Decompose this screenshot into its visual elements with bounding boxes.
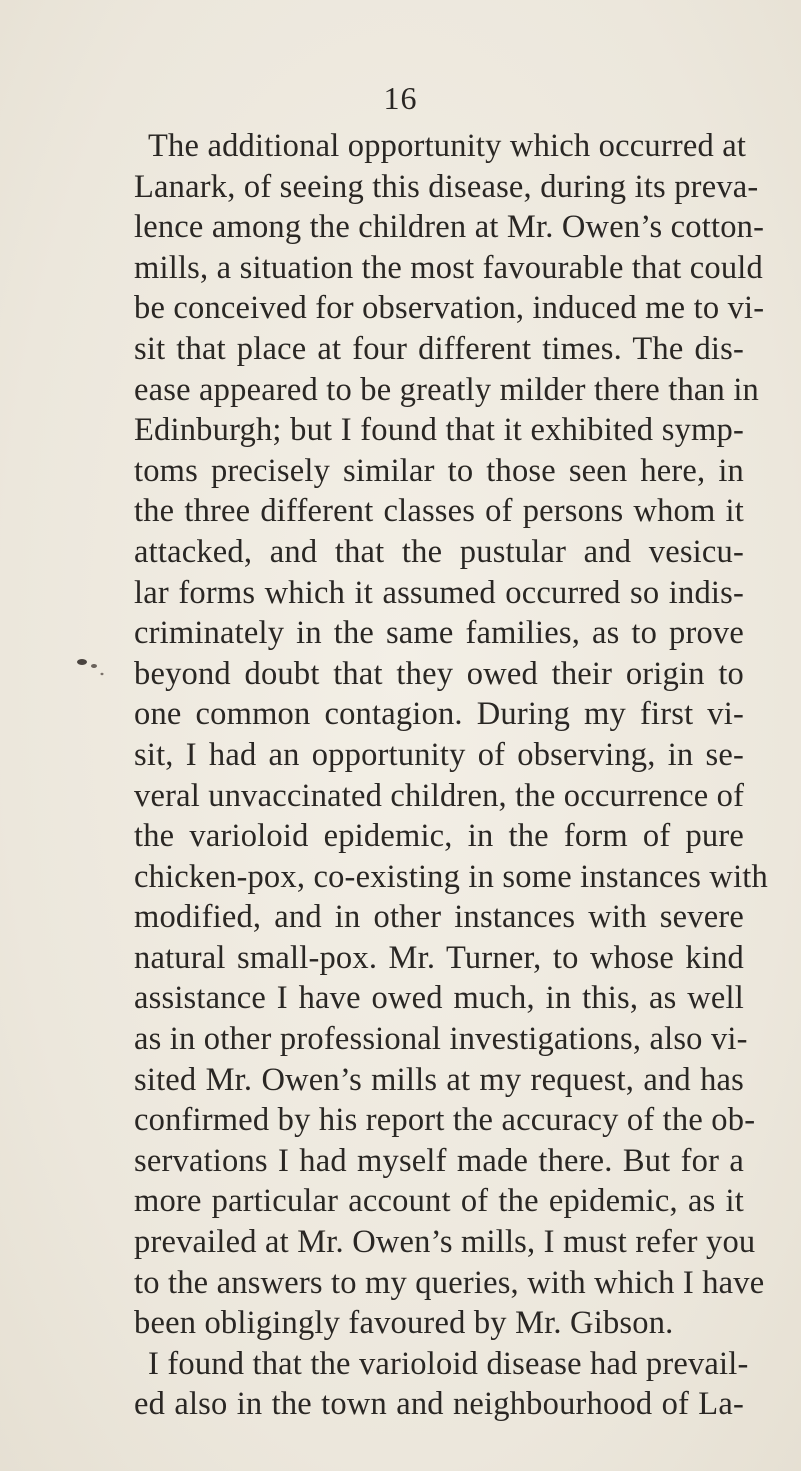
text-line: be conceived for observation, induced me to vi- [134,290,765,327]
text-line: to the answers to my queries, with which I have [134,1264,765,1301]
text-line: as in other professional investigations, also vi- [134,1021,748,1058]
body-text [134,126,768,1425]
text-line: I found that the varioloid disease had prevail- [148,1345,749,1382]
text-line: assistance I have owed much, in this, as well [134,980,744,1017]
text-line: the varioloid epidemic, in the form of pure [134,818,744,855]
text-line: chicken-pox, co-existing in some instances with [134,858,768,895]
text-line: toms precisely similar to those seen here, in [134,452,744,489]
text-line: Edinburgh; but I found that it exhibited symp- [134,412,744,449]
text-line: veral unvaccinated children, the occurrence of [134,777,745,814]
paper-blemish [70,648,110,688]
text-line: criminately in the same families, as to prove [134,615,744,652]
text-line: servations I had myself made there. But for a [134,1142,744,1179]
text-line: natural small-pox. Mr. Turner, to whose kind [134,939,744,976]
text-line: modified, and in other instances with severe [134,899,744,936]
text-line: ed also in the town and neighbourhood of La- [134,1386,744,1423]
text-line: confirmed by his report the accuracy of the ob- [134,1102,756,1139]
text-line: one common contagion. During my first vi- [134,696,744,733]
text-line: sit, I had an opportunity of observing, in se- [134,736,744,773]
text-line: Lanark, of seeing this disease, during its preva- [134,168,759,205]
text-line: attacked, and that the pustular and vesicu- [134,533,744,570]
text-line: mills, a situation the most favourable that could [134,249,763,286]
text-line: beyond doubt that they owed their origin to [134,655,744,692]
text-line: ease appeared to be greatly milder there than in [134,371,760,408]
text-line: sit that place at four different times. The dis- [134,330,744,367]
text-line: prevailed at Mr. Owen’s mills, I must refer you [134,1224,756,1261]
page-number: 16 [383,80,418,116]
text-line: the three different classes of persons whom it [134,493,744,530]
text-line: more particular account of the epidemic, as it [134,1183,744,1220]
text-line: lence among the children at Mr. Owen’s cotton- [134,209,765,246]
text-line: The additional opportunity which occurred at [148,128,747,164]
text-line: sited Mr. Owen’s mills at my request, and has [134,1061,744,1098]
text-line: lar forms which it assumed occurred so indis- [134,574,744,611]
text-line: been obligingly favoured by Mr. Gibson. [134,1305,674,1342]
